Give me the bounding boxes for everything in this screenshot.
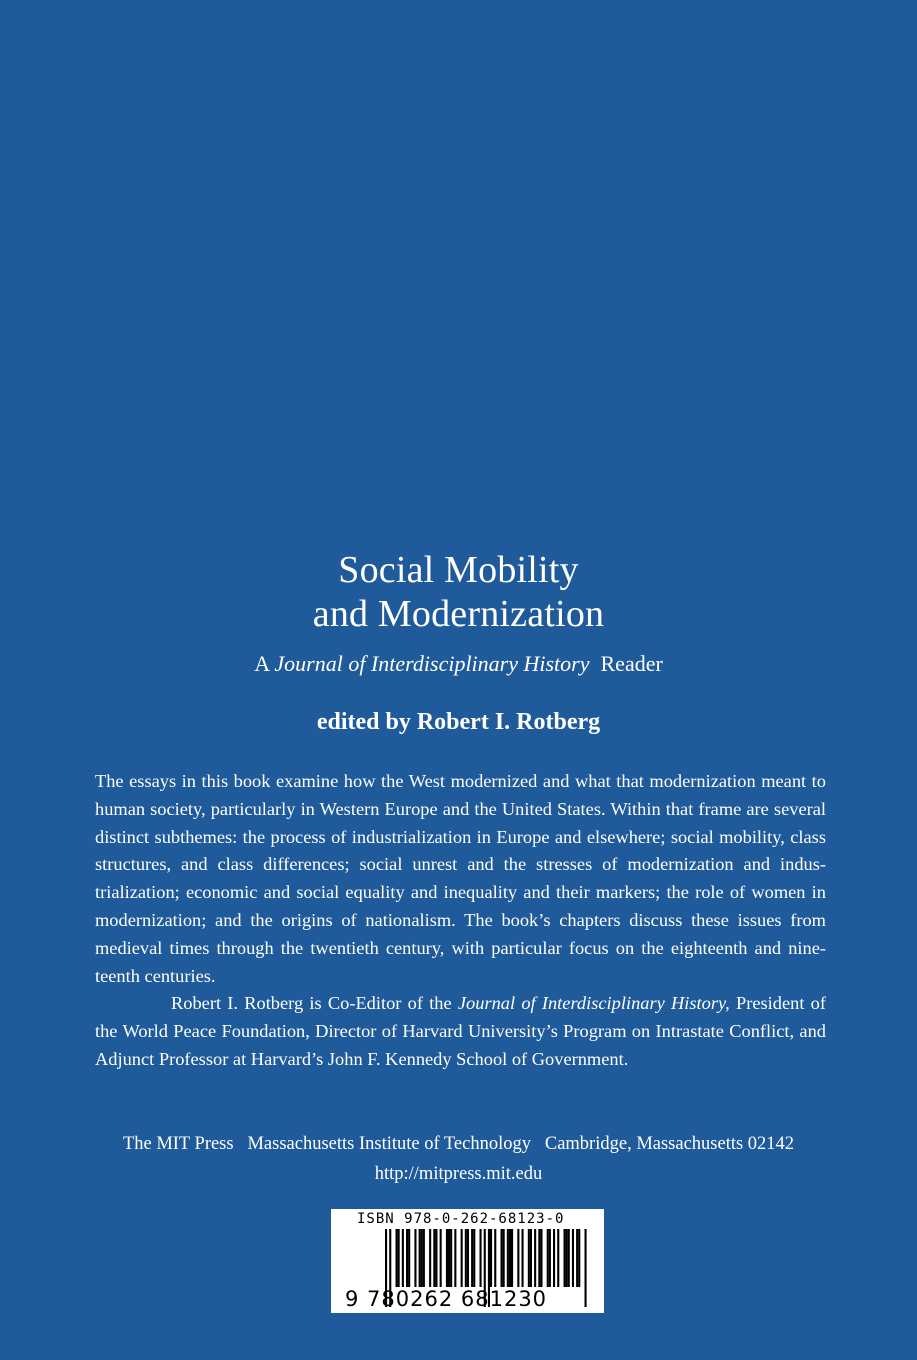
- publisher-line: The MIT Press Massachusetts Institute of Technology Cambridge, Massachusetts 02142: [122, 1134, 795, 1154]
- barcode-bar: [534, 1229, 536, 1287]
- barcode-bar: [530, 1229, 532, 1287]
- barcode-bar: [421, 1229, 423, 1287]
- bio-suffix: President of the World Peace Foundation, Director of Harvard University’s Program on Intrastate Conflict, and Adjunct Professor at Harvard’s John F. Kennedy School of Government.: [95, 993, 826, 1069]
- bio-journal-name: Journal of Interdisciplinary History,: [457, 993, 730, 1014]
- barcode-bar: [471, 1229, 473, 1287]
- barcode-bar: [402, 1229, 404, 1287]
- barcode-bar: [467, 1229, 469, 1287]
- barcode-bar: [408, 1229, 410, 1287]
- barcode-bar: [522, 1229, 524, 1287]
- author-bio: [95, 990, 826, 1073]
- barcode-bar: [566, 1229, 568, 1287]
- barcode-bar: [547, 1229, 549, 1287]
- barcode-bar: [568, 1229, 570, 1287]
- barcode-bar: [503, 1229, 505, 1287]
- barcode-bar: [480, 1229, 482, 1287]
- barcode-bar: [572, 1229, 574, 1287]
- barcode-bar: [450, 1229, 452, 1287]
- barcode-bar: [490, 1229, 492, 1287]
- barcode-bar: [540, 1229, 542, 1287]
- barcode-bar: [423, 1229, 425, 1287]
- barcode-bar: [398, 1229, 400, 1287]
- subtitle-journal-name: Journal of Interdisciplinary History: [274, 651, 590, 676]
- barcode-bar: [501, 1229, 503, 1287]
- barcode-bar: [396, 1229, 398, 1287]
- book-subtitle: [0, 650, 917, 678]
- barcode-bar: [454, 1229, 456, 1287]
- barcode-bar: [440, 1229, 442, 1287]
- barcode-bar: [557, 1229, 559, 1287]
- barcode-bar: [528, 1229, 530, 1287]
- barcode-bar: [507, 1229, 509, 1287]
- subtitle-prefix: A: [254, 651, 275, 676]
- bio-prefix: Robert I. Rotberg is Co-Editor of the: [171, 993, 458, 1014]
- barcode-bar: [509, 1229, 511, 1287]
- publisher-url: http://mitpress.mit.edu: [374, 1164, 543, 1184]
- barcode-bar: [435, 1229, 437, 1287]
- editor-credit: edited by Robert I. Rotberg: [316, 709, 601, 735]
- barcode-bar: [553, 1229, 555, 1287]
- barcode-bar: [564, 1229, 566, 1287]
- isbn-label: ISBN 978-0-262-68123-0: [357, 1211, 565, 1227]
- barcode-bar: [433, 1229, 435, 1287]
- barcode-bar: [578, 1229, 580, 1287]
- book-title-line-1: Social Mobility: [338, 549, 579, 591]
- barcode-bar: [414, 1229, 416, 1287]
- barcode-bar: [517, 1229, 519, 1287]
- barcode-bar: [465, 1229, 467, 1287]
- barcode-bar: [494, 1229, 496, 1287]
- barcode-bar: [511, 1229, 513, 1287]
- barcode-bar: [549, 1229, 551, 1287]
- description-paragraph: The essays in this book examine how the West modernized and what that modernization meant to human society, particularly in Western Europe and the United States. Within that frame are several distinct subthemes: the process of industrialization in Europe and elsewhere; social mobility, class structures, and class differences; social unrest and the stresses of modernization and industrialization; economic and social equality and inequality and their markers; the role of women in modernization; and the origins of nationalism. The book’s chapters discuss these issues from medieval times through the twentieth century, with particular focus on the eighteenth and nineteenth centuries.: [95, 771, 826, 986]
- barcode-digits: 9 780262 681230: [345, 1287, 548, 1311]
- barcode-bar: [473, 1229, 475, 1287]
- description: [95, 768, 826, 1074]
- barcode-bar: [576, 1229, 578, 1287]
- barcode-bar: [461, 1229, 463, 1287]
- title-block: [0, 548, 917, 678]
- barcode-bar: [446, 1229, 448, 1287]
- barcode-bar: [419, 1229, 421, 1287]
- barcode-bar: [448, 1229, 450, 1287]
- subtitle-suffix: Reader: [589, 651, 663, 676]
- barcode-bar: [429, 1229, 431, 1287]
- barcode-bar: [538, 1229, 540, 1287]
- book-title-line-2: and Modernization: [312, 593, 605, 635]
- barcode-bar: [406, 1229, 408, 1287]
- barcode-panel: [331, 1209, 604, 1313]
